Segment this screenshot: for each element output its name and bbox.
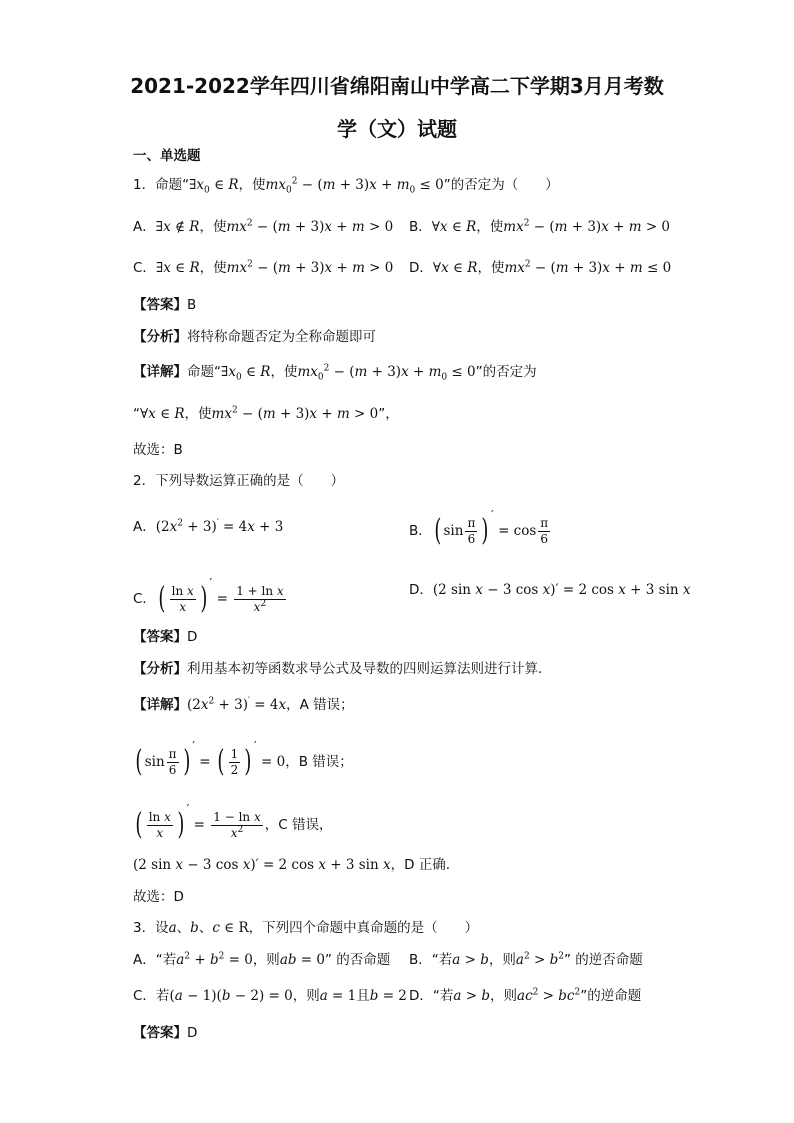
question-1-choose: 故选：B (133, 442, 183, 458)
question-2-detail-b: ( sin $\frac{\pi}{6}$ ) ′ = ( $\frac{1}{2}$ ) ′ = 0，B 错误； (135, 739, 353, 779)
question-3-option-a: A．“若$a^2 + b^2 = 0$，则ab = 0” 的否命题 (133, 951, 391, 968)
question-1-option-b: B．∀x ∈ R，使$mx^2 - (m + 3)x + m > 0$ (409, 218, 671, 235)
question-3-option-c: C．若(a − 1)(b − 2) = 0，则a = 1且b = 2 (133, 988, 407, 1004)
question-3-option-b: B．“若a > b，则$a^2 > b^2$” 的逆否命题 (409, 951, 643, 968)
question-2-option-c: C．( $\frac{\text{ln x}}{x}$ ) ′ = $\frac{\text{1 + ln x}}{x^2}$ (133, 576, 284, 616)
section-heading: 一、单选题 (133, 148, 201, 164)
question-2-stem: 2．下列导数运算正确的是（ ） (133, 473, 345, 489)
question-2-option-d: D．(2 sin x − 3 cos x)′ = 2 cos x + 3 sin x (409, 582, 691, 598)
question-1-negation: “∀x ∈ R，使$mx^2 - (m + 3)x + m > 0$”， (133, 405, 399, 422)
question-2-detail-d: (2 sin x − 3 cos x)′ = 2 cos x + 3 sin x，D 正确. (133, 857, 451, 873)
question-1-option-a: A．∃x ∉ R，使$mx^2 - (m + 3)x + m > 0$ (133, 218, 394, 235)
question-1-option-d: D．∀x ∈ R，使$mx^2 - (m + 3)x + m \le 0$ (409, 259, 672, 276)
question-3-option-d: D．“若a > b，则$ac^2 > bc^2$”的逆命题 (409, 987, 642, 1004)
question-1-stem: 1．命题“$\exists x_0$ ∈ R，使$mx_0^2 - (m + 3)x + m_0 \le 0$”的否定为（ ） (133, 176, 559, 196)
question-2-detail-a: 【详解】$(2x^2 + 3)' = 4x$，A 错误； (133, 696, 354, 713)
question-2-analysis: 【分析】利用基本初等函数求导公式及导数的四则运算法则进行计算. (133, 661, 543, 677)
question-3-stem: 3．设a、b、c ∈ R，下列四个命题中真命题的是（ ） (133, 920, 479, 936)
question-3-answer: 【答案】D (133, 1025, 198, 1041)
page-title-line-2: 学（文）试题 (337, 117, 457, 141)
question-2-answer: 【答案】D (133, 629, 198, 645)
question-1-option-c: C．∃x ∈ R，使$mx^2 - (m + 3)x + m > 0$ (133, 259, 394, 276)
question-2-option-b: B．( sin $\frac{\pi}{6}$ ) ′ = cos $\frac{\pi}{6}$ (409, 508, 549, 548)
question-2-detail-c: ( $\frac{\text{ln x}}{x}$ ) ′ = $\frac{\text{1 − ln x}}{x^2}$ ，C 错误， (135, 802, 333, 842)
question-1-analysis: 【分析】将特称命题否定为全称命题即可 (133, 329, 376, 345)
page-title-line-1: 2021-2022学年四川省绵阳南山中学高二下学期3月月考数 (130, 74, 664, 98)
question-1-detail: 【详解】命题“$\exists x_0$ ∈ R，使$mx_0^2 - (m + 3)x + m_0 \le 0$”的否定为 (133, 363, 537, 383)
question-1-answer: 【答案】B (133, 297, 197, 313)
question-2-option-a: A．$(2x^2 + 3)' = 4x + 3$ (133, 518, 284, 535)
question-2-choose: 故选：D (133, 889, 184, 905)
